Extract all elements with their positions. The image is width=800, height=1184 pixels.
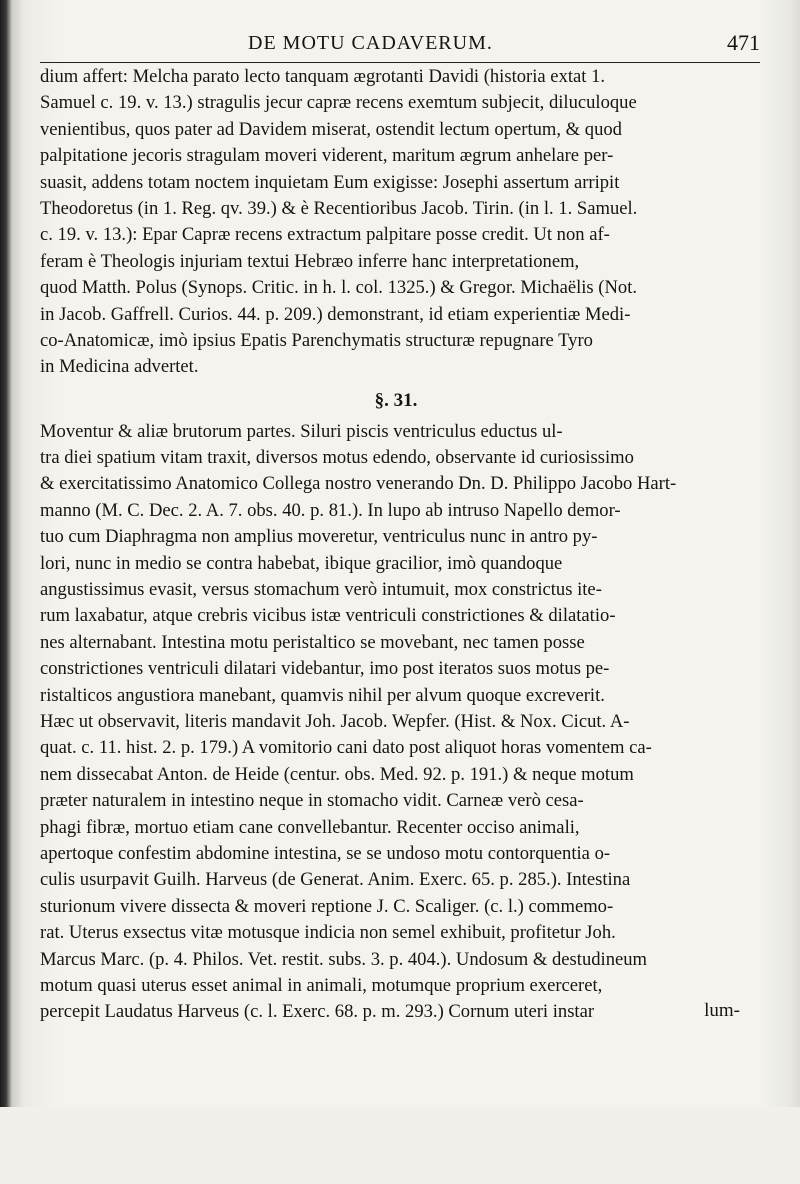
text-line: Marcus Marc. (p. 4. Philos. Vet. restit. subs. 3. p. 404.). Undosum & destudineum (40, 948, 648, 970)
section-heading: §. 31. (374, 389, 418, 411)
text-line (40, 1052, 752, 1078)
text-line: tuo cum Diaphragma non amplius moveretur, ventriculus nunc in antro py- (40, 526, 598, 548)
text-line: Samuel c. 19. v. 13.) stragulis jecur capræ recens exemtum subjecit, diluculoque (40, 92, 637, 114)
text-line (40, 1131, 752, 1157)
text-line: rat. Uterus exsectus vitæ motusque indicia non semel exhibuit, profitetur Joh. (40, 922, 616, 944)
catchword: lum- (704, 1000, 740, 1021)
text-line: quod Matth. Polus (Synops. Critic. in h. l. col. 1325.) & Gregor. Michaëlis (Not. (40, 277, 638, 299)
text-line: manno (M. C. Dec. 2. A. 7. obs. 40. p. 81.). In lupo ab intruso Napello demor- (40, 499, 621, 521)
page-header (40, 28, 760, 62)
text-line (40, 1105, 752, 1131)
text-line: culis usurpavit Guilh. Harveus (de Generat. Anim. Exerc. 65. p. 285.). Intestina (40, 869, 631, 891)
text-line: lori, nunc in medio se contra habebat, ibique gracilior, imò quandoque (40, 552, 563, 574)
text-line: motum quasi uterus esset animal in animali, motumque proprium exerceret, (40, 974, 603, 996)
text-line: rum laxabatur, atque crebris vicibus istæ ventriculi constrictiones & dilatatio- (40, 605, 616, 627)
text-line: percepit Laudatus Harveus (c. l. Exerc. 68. p. m. 293.) Cornum uteri instar (40, 1001, 595, 1023)
text-line: Hæc ut observavit, literis mandavit Joh. Jacob. Wepfer. (Hist. & Nox. Cicut. A- (40, 710, 630, 732)
text-line (40, 1158, 752, 1184)
text-line: Theodoretus (in 1. Reg. qv. 39.) & è Recentioribus Jacob. Tirin. (in l. 1. Samuel. (40, 197, 638, 219)
text-line: præter naturalem in intestino neque in stomacho vidit. Carneæ verò cesa- (40, 790, 584, 812)
running-head: DE MOTU CADAVERUM. (248, 32, 493, 54)
text-line: venientibus, quos pater ad Davidem miserat, ostendit lectum opertum, & quod (40, 118, 622, 140)
text-line: nem dissecabat Anton. de Heide (centur. obs. Med. 92. p. 191.) & neque motum (40, 763, 634, 785)
body-text (40, 64, 752, 1184)
text-line: co-Anatomicæ, imò ipsius Epatis Parenchymatis structuræ repugnare Tyro (40, 329, 593, 351)
text-line: suasit, addens totam noctem inquietam Eum exigisse: Josephi assertum arripit (40, 171, 620, 193)
text-line: tra diei spatium vitam traxit, diversos motus edendo, observante id curiosissimo (40, 447, 634, 469)
text-line: apertoque confestim abdomine intestina, se se undoso motu contorquentia o- (40, 842, 611, 864)
text-line: c. 19. v. 13.): Epar Capræ recens extractum palpitare posse credit. Ut non af- (40, 224, 610, 246)
text-line: Moventur & aliæ brutorum partes. Siluri piscis ventriculus eductus ul- (40, 420, 563, 442)
text-line: feram è Theologis injuriam textui Hebræo inferre hanc interpretationem, (40, 250, 580, 272)
text-line: quat. c. 11. hist. 2. p. 179.) A vomitorio cani dato post aliquot horas vomentem ca- (40, 737, 652, 759)
text-line: ristalticos angustiora manebant, quamvis nihil per alvum quoque excreverit. (40, 684, 605, 706)
text-line: constrictiones ventriculi dilatari videbantur, imo post iteratos suos motus pe- (40, 658, 610, 680)
text-line (40, 1026, 752, 1052)
text-line: in Medicina advertet. (40, 356, 199, 378)
text-line: angustissimus evasit, versus stomachum verò intumuit, mox constrictus ite- (40, 579, 602, 601)
text-line: nes alternabant. Intestina motu peristaltico se movebant, nec tamen posse (40, 631, 585, 653)
text-line: sturionum vivere dissecta & moveri reptione J. C. Scaliger. (c. l.) commemo- (40, 895, 614, 917)
text-line: & exercitatissimo Anatomico Collega nostro venerando Dn. D. Philippo Jacobo Hart- (40, 473, 677, 495)
text-line (40, 1078, 752, 1104)
text-line: phagi fibræ, mortuo etiam cane convellebantur. Recenter occiso animali, (40, 816, 580, 838)
text-line: dium affert: Melcha parato lecto tanquam ægrotanti Davidi (historia extat 1. (40, 66, 606, 87)
text-line: in Jacob. Gaffrell. Curios. 44. p. 209.) demonstrant, id etiam experientiæ Medi- (40, 303, 631, 325)
page-number: 471 (727, 30, 760, 55)
header-rule (40, 62, 760, 63)
text-line: palpitatione jecoris stragulam moveri viderent, maritum ægrum anhelare per- (40, 145, 614, 167)
